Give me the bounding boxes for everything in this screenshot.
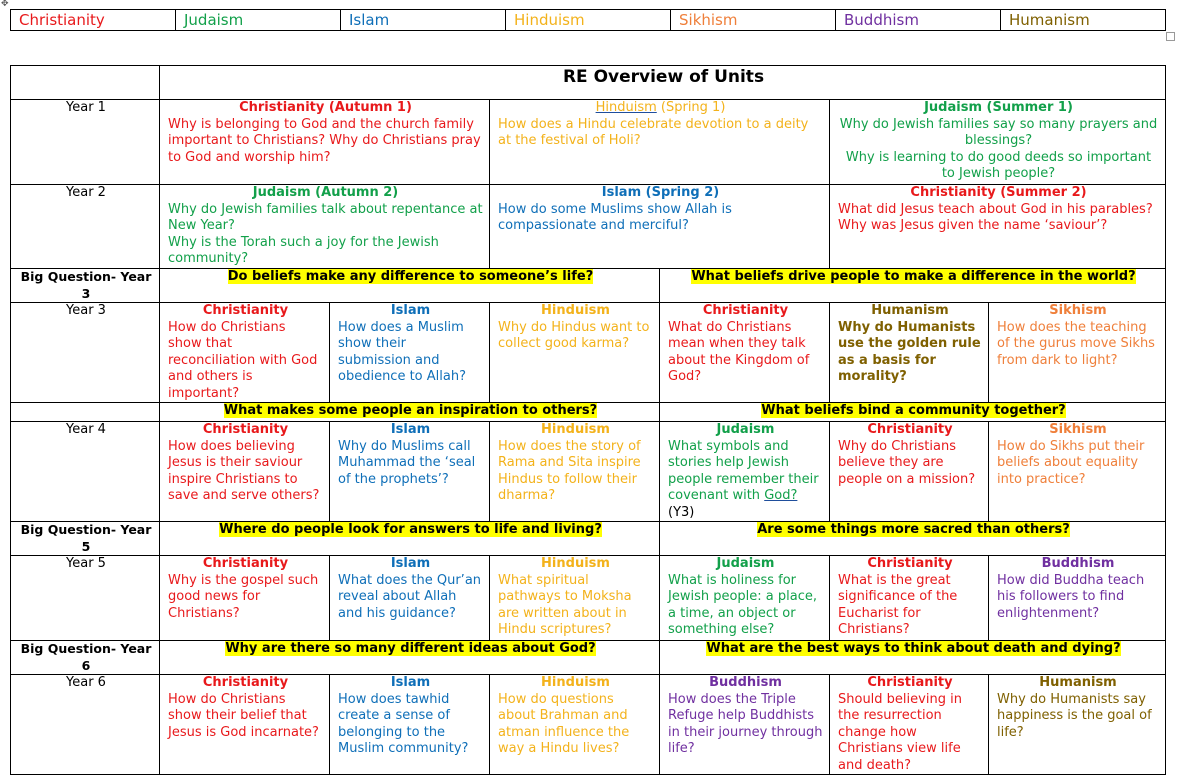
- god-link[interactable]: God?: [764, 488, 798, 503]
- year-5-islam: Islam What does the Qur’an reveal about Allah and his guidance?: [330, 556, 490, 641]
- year-3-islam: Islam How does a Muslim show their submission and obedience to Allah?: [330, 303, 490, 403]
- year-3-row: [11, 303, 1166, 403]
- key-humanism: Humanism: [1001, 10, 1166, 31]
- move-handle-icon[interactable]: ✥: [1, 0, 9, 9]
- big-question-year-4-left: What makes some people an inspiration to others?: [223, 403, 598, 418]
- year-4-row: [11, 422, 1166, 522]
- year-5-label: Year 5: [11, 556, 160, 641]
- year-4-christianity-2: Christianity Why do Christians believe they are people on a mission?: [830, 422, 989, 522]
- hinduism-link[interactable]: Hinduism: [595, 100, 657, 115]
- year-6-row: [11, 675, 1166, 775]
- year-5-buddhism: Buddhism How did Buddha teach his followers to find enlightenment?: [989, 556, 1166, 641]
- year-1-row: [11, 100, 1166, 185]
- year-3-christianity-2: Christianity What do Christians mean when they talk about the Kingdom of God?: [660, 303, 830, 403]
- big-question-year-5-label: Big Question- Year 5: [11, 522, 160, 556]
- year-4-judaism: Judaism What symbols and stories help Jewish people remember their covenant with God?(Y3): [660, 422, 830, 522]
- big-question-year-3-left: Do beliefs make any difference to someone’s life?: [227, 269, 594, 284]
- year-4-sikhism: Sikhism How do Sikhs put their beliefs about equality into practice?: [989, 422, 1166, 522]
- big-question-year-4-label: [11, 403, 160, 422]
- key-buddhism: Buddhism: [836, 10, 1001, 31]
- year-1-label: Year 1: [11, 100, 160, 185]
- big-question-year-4-row: [11, 403, 1166, 422]
- big-question-year-6-label: Big Question- Year 6: [11, 641, 160, 675]
- year-2-row: [11, 185, 1166, 269]
- big-question-year-5-right: Are some things more sacred than others?: [757, 522, 1070, 537]
- year-6-humanism: Humanism Why do Humanists say happiness is the goal of life?: [989, 675, 1166, 775]
- year-4-hinduism: Hinduism How does the story of Rama and Sita inspire Hindus to follow their dharma?: [490, 422, 660, 522]
- year-2-unit-spring: Islam (Spring 2) How do some Muslims show Allah is compassionate and merciful?: [490, 185, 830, 269]
- big-question-year-3-right: What beliefs drive people to make a difference in the world?: [691, 269, 1136, 284]
- year-4-islam: Islam Why do Muslims call Muhammad the ‘seal of the prophets’?: [330, 422, 490, 522]
- year-5-christianity-1: Christianity Why is the gospel such good news for Christians?: [160, 556, 330, 641]
- year-3-sikhism: Sikhism How does the teaching of the gurus move Sikhs from dark to light?: [989, 303, 1166, 403]
- big-question-year-3-row: [11, 269, 1166, 303]
- resize-handle-icon[interactable]: [1166, 32, 1175, 41]
- year-1-unit-summer: Judaism (Summer 1) Why do Jewish families say so many prayers and blessings? Why is learning to do good deeds so important to Jewish people?: [830, 100, 1166, 185]
- key-hinduism: Hinduism: [506, 10, 671, 31]
- year-1-unit-autumn: Christianity (Autumn 1) Why is belonging to God and the church family important to Christians? Why do Christians pray to God and worship him?: [160, 100, 490, 185]
- big-question-year-3-label: Big Question- Year 3: [11, 269, 160, 303]
- page-title: RE Overview of Units: [562, 67, 765, 87]
- table-title-cell: [160, 66, 1166, 100]
- year-6-christianity-1: Christianity How do Christians show their belief that Jesus is God incarnate?: [160, 675, 330, 775]
- year-4-judaism-note: (Y3): [668, 504, 695, 520]
- big-question-year-6-row: [11, 641, 1166, 675]
- year-5-judaism: Judaism What is holiness for Jewish people: a place, a time, an object or something else?: [660, 556, 830, 641]
- year-4-label: Year 4: [11, 422, 160, 522]
- key-judaism: Judaism: [176, 10, 341, 31]
- year-2-unit-summer: Christianity (Summer 2) What did Jesus teach about God in his parables? Why was Jesus given the name ‘saviour’?: [830, 185, 1166, 269]
- corner-cell: [11, 66, 160, 100]
- year-6-buddhism: Buddhism How does the Triple Refuge help Buddhists in their journey through life?: [660, 675, 830, 775]
- year-3-label: Year 3: [11, 303, 160, 403]
- year-6-label: Year 6: [11, 675, 160, 775]
- year-1-unit-spring: Hinduism (Spring 1) How does a Hindu celebrate devotion to a deity at the festival of Holi?: [490, 100, 830, 185]
- year-3-christianity-1: Christianity How do Christians show that reconciliation with God and others is important?: [160, 303, 330, 403]
- year-5-christianity-2: Christianity What is the great significance of the Eucharist for Christians?: [830, 556, 989, 641]
- big-question-year-5-row: [11, 522, 1166, 556]
- year-6-christianity-2: Christianity Should believing in the resurrection change how Christians view life and death?: [830, 675, 989, 775]
- big-question-year-6-left: Why are there so many different ideas about God?: [225, 641, 596, 656]
- year-2-unit-autumn: Judaism (Autumn 2) Why do Jewish families talk about repentance at New Year? Why is the Torah such a joy for the Jewish community?: [160, 185, 490, 269]
- year-6-hinduism: Hinduism How do questions about Brahman and atman influence the way a Hindu lives?: [490, 675, 660, 775]
- key-sikhism: Sikhism: [671, 10, 836, 31]
- religion-color-key: [10, 9, 1166, 31]
- big-question-year-5-left: Where do people look for answers to life and living?: [219, 522, 602, 537]
- year-3-humanism: Humanism Why do Humanists use the golden rule as a basis for morality?: [830, 303, 989, 403]
- year-4-christianity-1: Christianity How does believing Jesus is their saviour inspire Christians to save and serve others?: [160, 422, 330, 522]
- key-islam: Islam: [341, 10, 506, 31]
- key-christianity: Christianity: [11, 10, 176, 31]
- big-question-year-6-right: What are the best ways to think about death and dying?: [706, 641, 1121, 656]
- year-3-hinduism: Hinduism Why do Hindus want to collect good karma?: [490, 303, 660, 403]
- year-2-label: Year 2: [11, 185, 160, 269]
- year-5-row: [11, 556, 1166, 641]
- re-overview-table: [10, 65, 1166, 775]
- year-6-islam: Islam How does tawhid create a sense of belonging to the Muslim community?: [330, 675, 490, 775]
- big-question-year-4-right: What beliefs bind a community together?: [761, 403, 1066, 418]
- year-5-hinduism: Hinduism What spiritual pathways to Moksha are written about in Hindu scriptures?: [490, 556, 660, 641]
